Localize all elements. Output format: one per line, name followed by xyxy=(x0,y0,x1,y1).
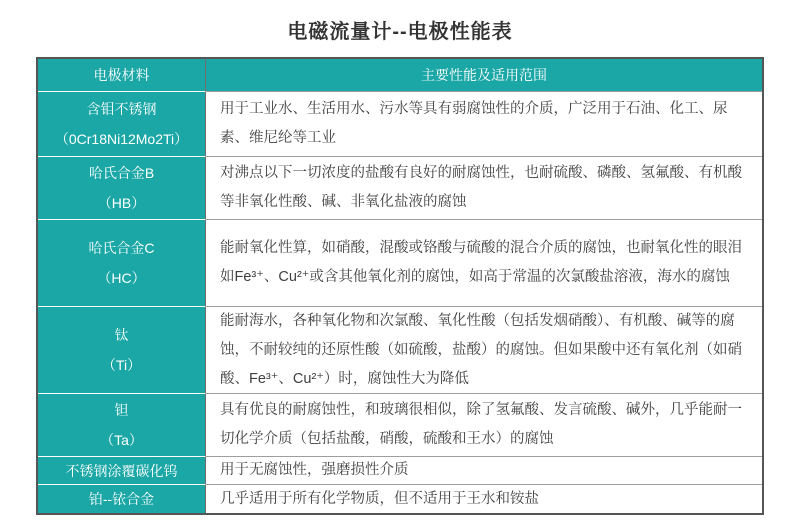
table-row xyxy=(38,220,762,307)
material-line: 钛 xyxy=(114,327,129,343)
description-cell xyxy=(206,307,762,394)
material-cell xyxy=(38,307,206,394)
material-cell xyxy=(38,485,206,513)
material-line: （Ti） xyxy=(101,357,142,373)
material-line: （Ta） xyxy=(100,432,143,448)
material-line: 哈氏合金C xyxy=(88,240,155,256)
description-cell xyxy=(206,394,762,457)
description-text: 用于无腐蚀性，强磨损性介质 xyxy=(220,462,409,478)
header-material-label: 电极材料 xyxy=(93,67,150,83)
material-cell xyxy=(38,394,206,457)
header-performance-label: 主要性能及适用范围 xyxy=(421,66,547,83)
material-line: 含钼不锈钢 xyxy=(86,101,157,117)
material-line: 铂--铱合金 xyxy=(88,491,155,507)
electrode-performance-table xyxy=(36,57,764,515)
material-line: （HC） xyxy=(97,270,146,286)
table-row xyxy=(38,394,762,457)
table-header-row xyxy=(38,59,762,92)
description-text: 能耐海水，各种氧化物和次氯酸、氧化性酸（包括发烟硝酸）、有机酸、碱等的腐蚀，不耐较纯的还原性酸（如硫酸，盐酸）的腐蚀。但如果酸中还有氧化剂（如硝酸、Fe³⁺、Cu²⁺）时，腐蚀性大为降低 xyxy=(220,312,742,387)
table-row xyxy=(38,485,762,513)
description-text: 具有优良的耐腐蚀性，和玻璃很相似，除了氢氟酸、发言硫酸、碱外，几乎能耐一切化学介质（包括盐酸，硝酸，硫酸和王水）的腐蚀 xyxy=(220,402,742,447)
description-cell xyxy=(206,157,762,220)
material-cell xyxy=(38,157,206,220)
table-row xyxy=(38,157,762,220)
material-cell xyxy=(38,220,206,307)
table-row xyxy=(38,307,762,394)
material-line: （0Cr18Ni12Mo2Ti） xyxy=(54,131,189,147)
description-cell xyxy=(206,457,762,485)
material-line: 钽 xyxy=(114,402,129,418)
header-cell-material xyxy=(38,59,206,92)
page-title: 电磁流量计--电极性能表 xyxy=(287,21,513,43)
description-text: 对沸点以下一切浓度的盐酸有良好的耐腐蚀性，也耐硫酸、磷酸、氢氟酸、有机酸等非氧化性酸、碱、非氧化盐液的腐蚀 xyxy=(220,165,742,210)
description-cell xyxy=(206,485,762,513)
material-line: （HB） xyxy=(97,195,146,211)
material-line: 哈氏合金B xyxy=(88,165,155,181)
description-text: 能耐氧化性算，如硝酸，混酸或铬酸与硫酸的混合介质的腐蚀，也耐氧化性的眼泪如Fe³⁺、Cu²⁺或含其他氧化剂的腐蚀，如高于常温的次氯酸盐溶液，海水的腐蚀 xyxy=(220,240,742,285)
description-text: 几乎适用于所有化学物质，但不适用于王水和铵盐 xyxy=(220,490,539,507)
material-cell xyxy=(38,92,206,157)
header-cell-performance xyxy=(206,59,762,92)
table-row xyxy=(38,457,762,485)
description-cell xyxy=(206,220,762,307)
material-cell xyxy=(38,457,206,485)
table-row xyxy=(38,92,762,157)
material-line: 不锈钢涂覆碳化钨 xyxy=(65,462,178,479)
description-text: 用于工业水、生活用水、污水等具有弱腐蚀性的介质，广泛用于石油、化工、尿素、维尼纶等工业 xyxy=(220,101,728,146)
description-cell xyxy=(206,92,762,157)
